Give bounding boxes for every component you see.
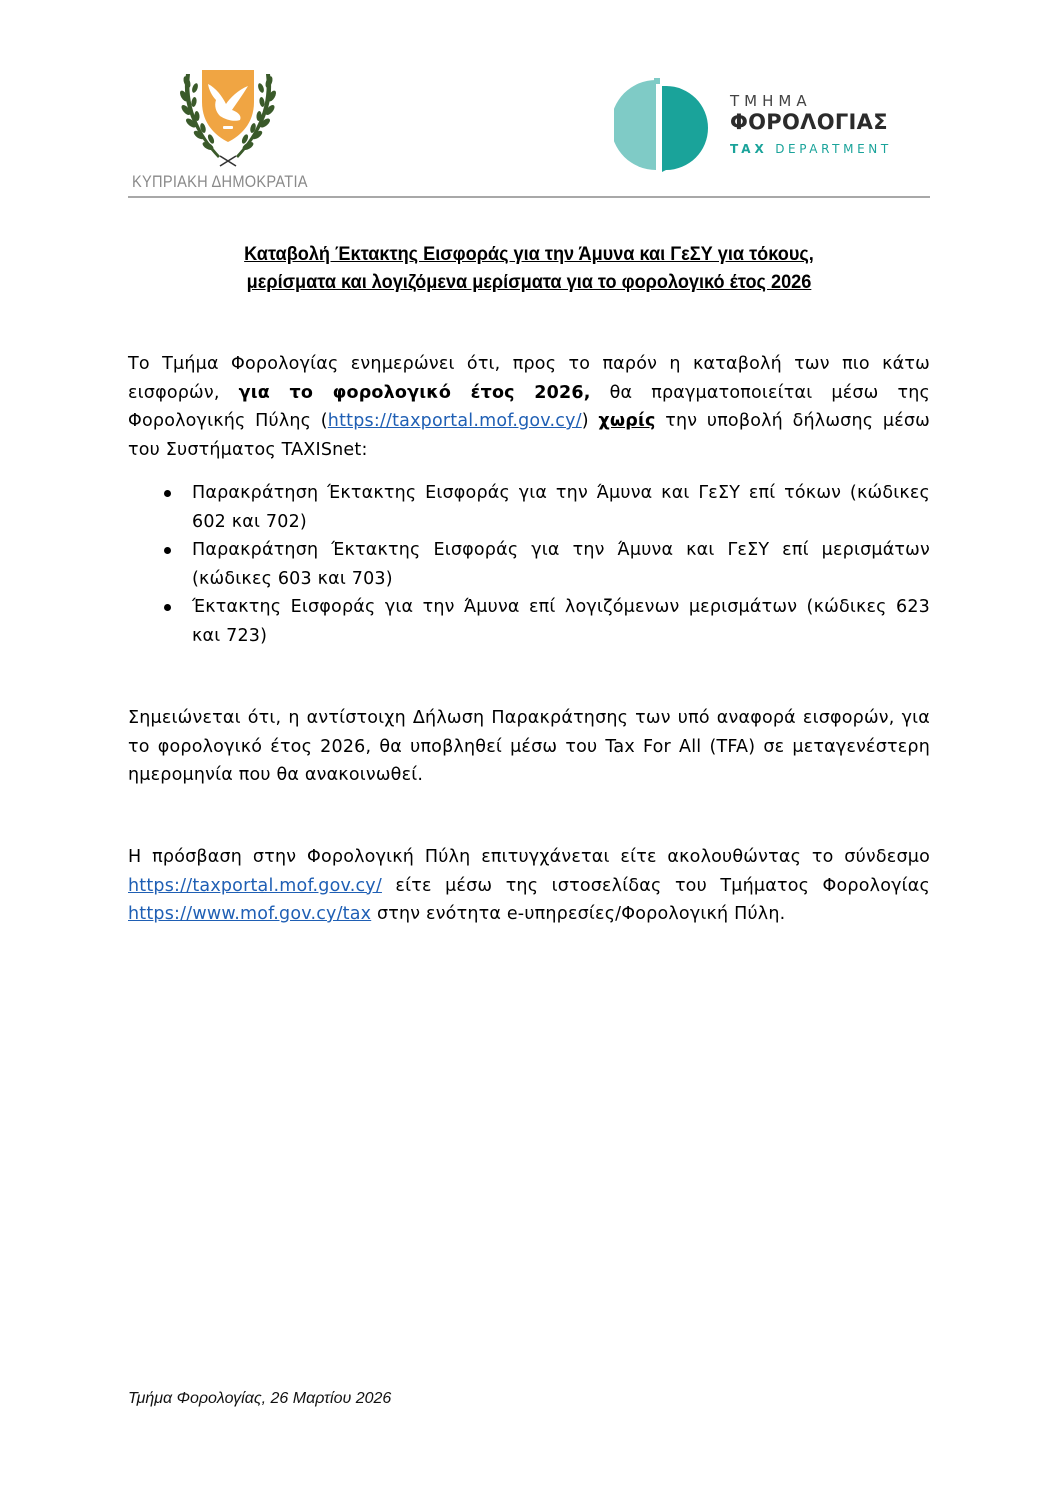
footer-signature-date: Τμήμα Φορολογίας, 26 Μαρτίου 2026 [128,1390,392,1407]
access-text-1: Η πρόσβαση στην Φορολογική Πύλη επιτυγχάνεται είτε ακολουθώντας το σύνδεσμο [128,847,930,867]
header-divider [128,196,930,198]
tax-logo-line2: ΦΟΡΟΛΟΓΙΑΣ [730,110,888,134]
tax-logo-line3 [730,138,892,160]
intro-text-3: ) [581,411,599,431]
list-item [128,536,930,593]
bullet-icon [164,490,171,497]
tax-logo-tax: TAX [730,142,768,156]
tax-department-logo-icon [614,78,710,172]
taxportal-link[interactable]: https://taxportal.mof.gov.cy/ [327,411,582,431]
intro-bold-without: χωρίς [598,411,656,431]
taxportal-link-2[interactable]: https://taxportal.mof.gov.cy/ [128,875,382,896]
tax-logo-department: DEPARTMENT [775,142,892,156]
list-item-text: Παρακράτηση Έκτακτης Εισφοράς για την Άμυνα και ΓεΣΥ επί τόκων (κώδικες 602 και 702) [192,483,930,532]
list-item-text: Έκτακτης Εισφοράς για την Άμυνα επί λογιζόμενων μερισμάτων (κώδικες 623 και 723) [192,597,930,646]
cyprus-republic-label: ΚΥΠΡΙΑΚΗ ΔΗΜΟΚΡΑΤΙΑ [132,172,308,191]
title-line-2: μερίσματα και λογιζόμενα μερίσματα για το φορολογικό έτος 2026 [246,271,812,293]
access-paragraph [128,843,930,929]
intro-text-4: την υποβολή δήλωσης μέσω του Συστήματος TAXISnet: [128,411,931,460]
bullet-icon [164,547,171,554]
tax-department-wordmark [730,92,892,160]
intro-text-1: Το Τμήμα Φορολογίας ενημερώνει ότι, προς το παρόν η καταβολή των πιο κάτω εισφορών, [128,354,930,403]
list-item-text: Παρακράτηση Έκτακτης Εισφοράς για την Άμυνα και ΓεΣΥ επί μερισμάτων (κώδικες 603 και 703) [192,540,930,589]
access-text-3: στην ενότητα e-υπηρεσίες/Φορολογική Πύλη. [371,904,786,924]
cyprus-coat-of-arms-icon [178,66,278,170]
contribution-list [128,479,930,650]
intro-text-2: θα πραγματοποιείται μέσω της Φορολογικής Πύλης ( [128,382,930,431]
list-item [128,593,930,650]
intro-paragraph [128,350,930,464]
document-title [156,240,902,296]
title-line-1: Καταβολή Έκτακτης Εισφοράς για την Άμυνα και ΓεΣΥ για τόκους, [244,243,814,265]
access-text-2: είτε μέσω της ιστοσελίδας του Τμήματος Φορολογίας [381,875,930,896]
bullet-icon [164,604,171,611]
mof-tax-link[interactable]: https://www.mof.gov.cy/tax [128,904,372,924]
tax-logo-line1: ΤΜΗΜΑ [730,92,812,110]
note-paragraph: Σημειώνεται ότι, η αντίστοιχη Δήλωση Παρακράτησης των υπό αναφορά εισφορών, για το φορολογικό έτος 2026, θα υποβληθεί μέσω του Tax For All (TFA) σε μεταγενέστερη ημερομηνία που θα ανακοινωθεί. [128,708,930,785]
list-item [128,479,930,536]
letterhead [128,62,930,198]
intro-bold-year: για το φορολογικό έτος 2026, [238,382,591,403]
